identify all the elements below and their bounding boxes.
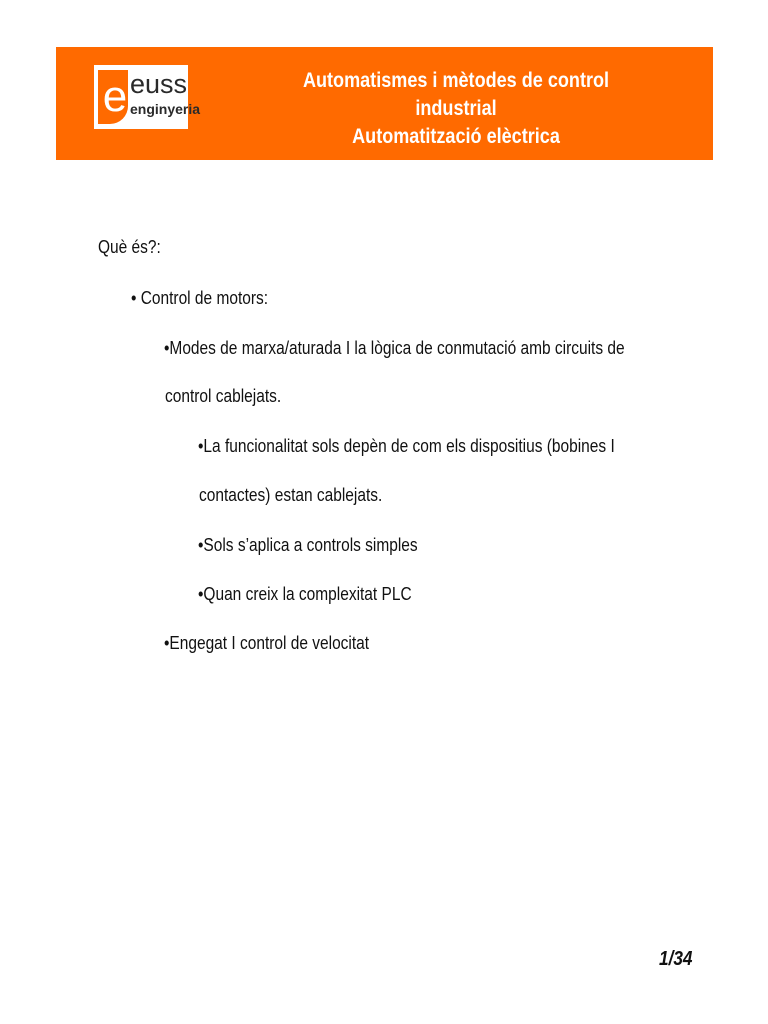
bullet-level-2: •Modes de marxa/aturada I la lògica de conmutació amb circuits de [164, 338, 625, 358]
logo-subtitle: enginyeria [130, 101, 201, 117]
slide-title-line-2: industrial [415, 97, 497, 120]
page-number: 1/34 [659, 948, 693, 970]
bullet-level-2: •Engegat I control de velocitat [164, 633, 370, 653]
bullet-level-3: •Quan creix la complexitat PLC [198, 584, 412, 604]
bullet-level-3-continuation: contactes) estan cablejats. [199, 485, 383, 505]
slide-title-line-3: Automatització elèctrica [352, 125, 560, 148]
logo-letter: e [102, 72, 128, 121]
bullet-level-3: •La funcionalitat sols depèn de com els dispositius (bobines I [198, 436, 615, 456]
euss-logo [94, 65, 201, 129]
slide-header [56, 47, 713, 160]
logo-name: euss [130, 69, 188, 99]
slide-title-line-1: Automatismes i mètodes de control [302, 69, 610, 92]
bullet-level-1: • Control de motors: [131, 288, 269, 308]
logo-badge [98, 70, 128, 124]
bullet-level-3: •Sols s’aplica a controls simples [198, 535, 418, 555]
slide-title [284, 67, 628, 151]
section-heading: Què és?: [98, 237, 161, 257]
bullet-level-2-continuation: control cablejats. [165, 386, 282, 406]
